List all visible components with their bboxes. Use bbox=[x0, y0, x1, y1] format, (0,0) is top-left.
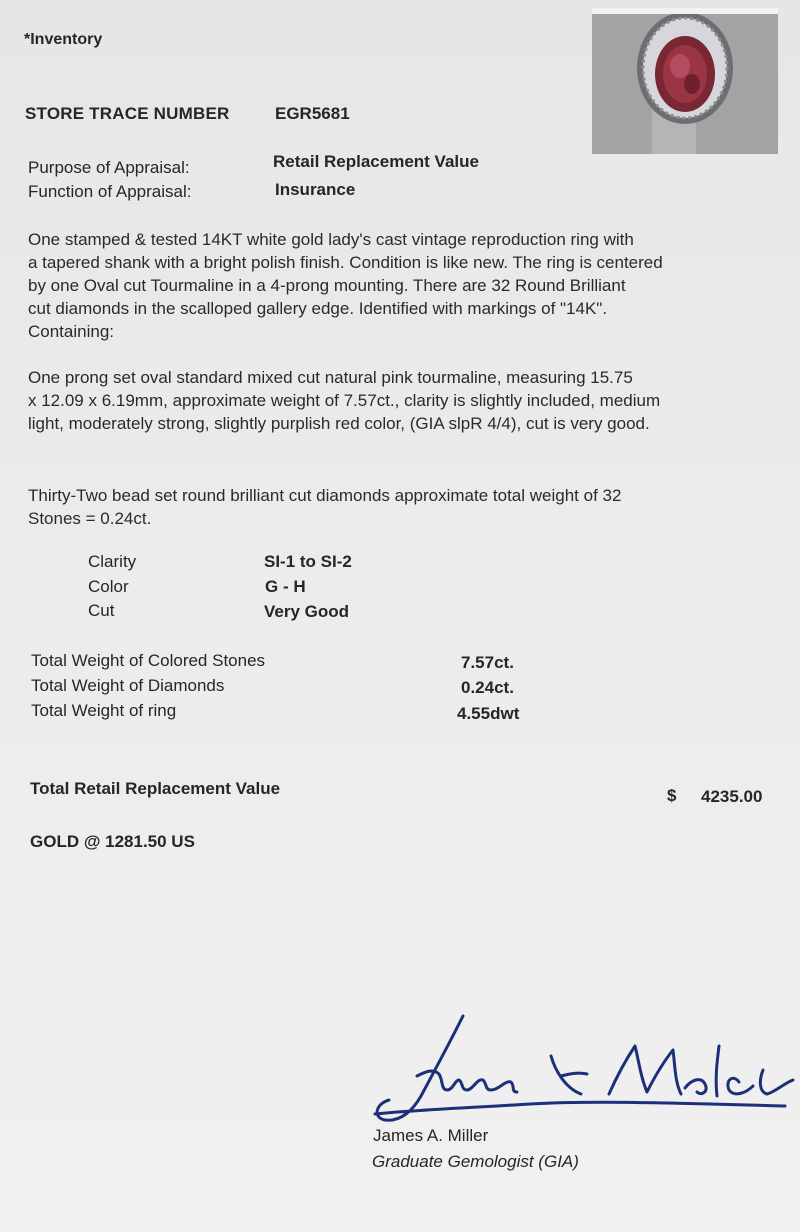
purpose-label: Purpose of Appraisal: bbox=[28, 158, 190, 177]
grading-label-clarity: Clarity bbox=[88, 552, 137, 571]
diamonds-line: Stones = 0.24ct. bbox=[28, 509, 152, 528]
center-stone-line: light, moderately strong, slightly purplish red color, (GIA slpR 4/4), cut is very good. bbox=[28, 414, 650, 433]
gold-price: GOLD @ 1281.50 US bbox=[30, 832, 195, 851]
appraiser-title: Graduate Gemologist (GIA) bbox=[372, 1152, 579, 1171]
center-stone-line: x 12.09 x 6.19mm, approximate weight of 7.57ct., clarity is slightly included, medium bbox=[28, 391, 661, 410]
purpose-value: Retail Replacement Value bbox=[273, 152, 479, 171]
inventory-label: *Inventory bbox=[24, 31, 103, 48]
weight-value-ring: 4.55dwt bbox=[457, 704, 520, 723]
description-line: a tapered shank with a bright polish finish. Condition is like new. The ring is centered bbox=[28, 253, 663, 272]
grading-label-color: Color bbox=[88, 577, 129, 596]
signature-text: James A. Miller bbox=[355, 1010, 362, 1011]
total-value-amount: 4235.00 bbox=[701, 787, 763, 806]
ring-description bbox=[28, 228, 778, 343]
description-line: by one Oval cut Tourmaline in a 4-prong mounting. There are 32 Round Brilliant bbox=[28, 276, 626, 295]
total-value-label: Total Retail Replacement Value bbox=[30, 779, 281, 798]
store-trace-value: EGR5681 bbox=[275, 104, 350, 123]
weight-label-colored-stones: Total Weight of Colored Stones bbox=[31, 651, 266, 670]
weight-label-ring: Total Weight of ring bbox=[31, 701, 177, 720]
function-value: Insurance bbox=[275, 180, 356, 199]
grading-value-clarity: SI-1 to SI-2 bbox=[264, 552, 352, 571]
diamonds-description bbox=[28, 484, 778, 530]
weight-value-colored-stones: 7.57ct. bbox=[461, 653, 514, 672]
diamonds-line: Thirty-Two bead set round brilliant cut diamonds approximate total weight of 32 bbox=[28, 486, 622, 505]
weight-label-diamonds: Total Weight of Diamonds bbox=[31, 676, 225, 695]
grading-value-color: G - H bbox=[265, 577, 306, 596]
grading-value-cut: Very Good bbox=[264, 602, 350, 621]
appraiser-name: James A. Miller bbox=[373, 1126, 489, 1145]
handwritten-signature bbox=[355, 1010, 800, 1130]
description-line: One stamped & tested 14KT white gold lady's cast vintage reproduction ring with bbox=[28, 230, 634, 249]
function-label: Function of Appraisal: bbox=[28, 182, 192, 201]
weight-value-diamonds: 0.24ct. bbox=[461, 678, 514, 697]
description-line: Containing: bbox=[28, 322, 115, 341]
description-line: cut diamonds in the scalloped gallery edge. Identified with markings of "14K". bbox=[28, 299, 608, 318]
ring-photo bbox=[592, 8, 778, 154]
center-stone-line: One prong set oval standard mixed cut natural pink tourmaline, measuring 15.75 bbox=[28, 368, 633, 387]
store-trace-label: STORE TRACE NUMBER bbox=[25, 104, 230, 123]
center-stone-description bbox=[28, 366, 778, 435]
grading-label-cut: Cut bbox=[88, 601, 115, 620]
ring-image bbox=[592, 8, 778, 154]
currency-symbol: $ bbox=[667, 786, 677, 805]
